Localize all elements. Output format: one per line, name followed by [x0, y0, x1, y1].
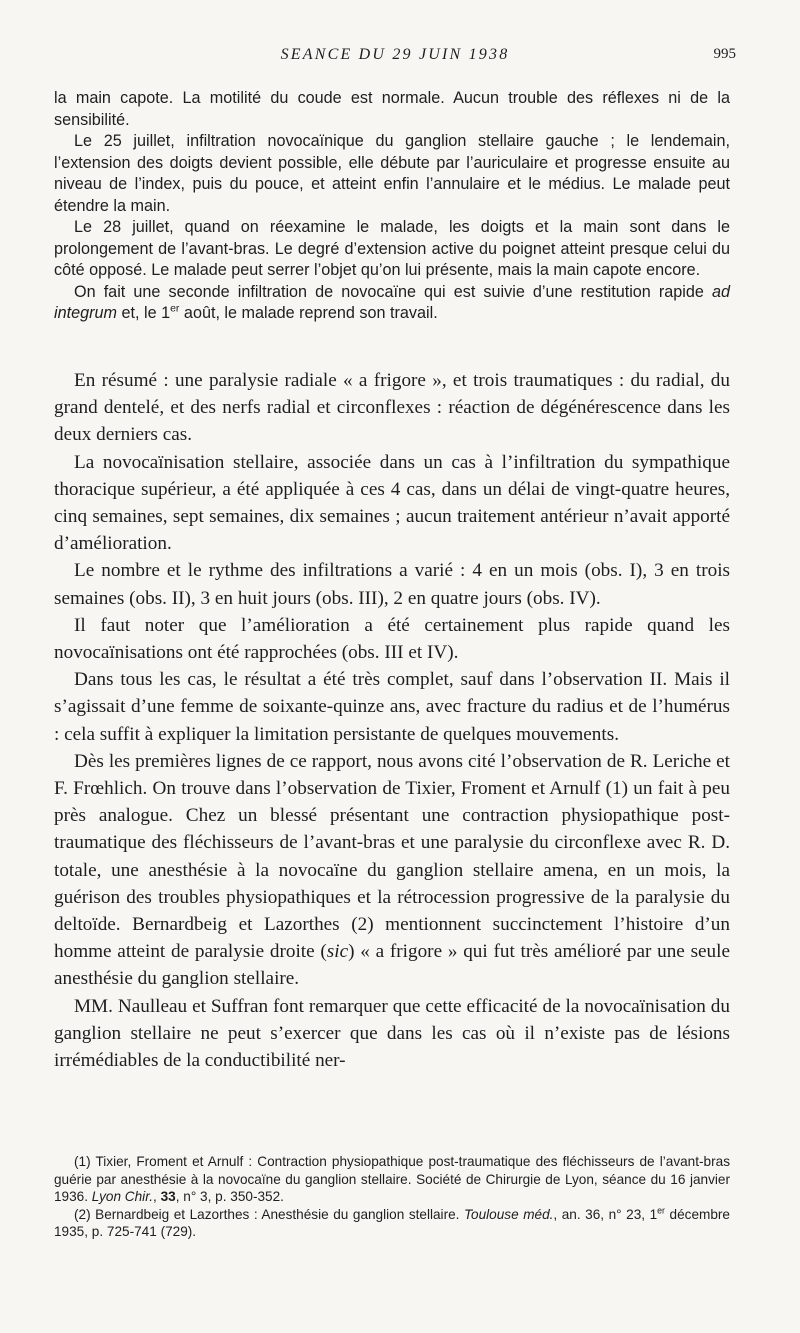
- paragraph: Dès les premières lignes de ce rapport, nous avons cité l’observation de R. Leriche et F. Frœhlich. On trouve dans l’observation de Tixier, Froment et Arnulf (1) un fait à peu près analogue. Chez un blessé présentant une contraction physiopathique post-traumatique des fléchisseurs de l’avant-bras et une paralysie du circonflexe avec R. D. totale, une anesthésie à la novocaïne du ganglion stellaire amena, en un mois, la guérison des troubles physiopathiques et la rétrocession progressive de la paralysie du deltoïde. Bernardbeig et Lazorthes (2) mentionnent succinctement l’histoire d’un homme atteint de paralysie droite (sic) « a frigore » qui fut très amélioré par une seule anesthésie du ganglion stellaire.: [54, 750, 730, 990]
- running-title: SEANCE DU 29 JUIN 1938: [280, 46, 510, 63]
- summary-section: [54, 367, 730, 1074]
- paragraph: On fait une seconde infiltration de novocaïne qui est suivie d’une restitution rapide ad integrum et, le 1er août, le malade reprend son travail.: [54, 282, 730, 322]
- paragraph: Il faut noter que l’amélioration a été certainement plus rapide quand les novocaïnisations ont été rapprochées (obs. III et IV).: [54, 614, 730, 664]
- paragraph: La novocaïnisation stellaire, associée dans un cas à l’infiltration du sympathique thoracique supérieur, a été appliquée à ces 4 cas, dans un délai de vingt-quatre heures, cinq semaines, sept semaines, dix semaines ; aucun traitement antérieur n’avait apporté d’amélioration.: [54, 451, 730, 555]
- paragraph: En résumé : une paralysie radiale « a frigore », et trois traumatiques : du radial, du grand dentelé, et des nerfs radial et circonflexes : réaction de dégénérescence dans les deux derniers cas.: [54, 370, 730, 446]
- page-number: 995: [713, 46, 736, 62]
- paragraph: la main capote. La motilité du coude est normale. Aucun trouble des réflexes ni de la sensibilité.: [54, 89, 730, 129]
- footnote: (1) Tixier, Froment et Arnulf : Contraction physiopathique post-traumatique des fléchisseurs de l’avant-bras guérie par anesthésie à la novocaïne du ganglion stellaire. Société de Chirurgie de Lyon, séance du 16 janvier 1936. Lyon Chir., 33, n° 3, p. 350-352.: [54, 1154, 730, 1205]
- observation-continuation: [54, 88, 730, 325]
- footnote: (2) Bernardbeig et Lazorthes : Anesthésie du ganglion stellaire. Toulouse méd., an. 36, n° 23, 1er décembre 1935, p. 725-741 (729).: [54, 1205, 730, 1240]
- paragraph: Le 25 juillet, infiltration novocaïnique du ganglion stellaire gauche ; le lendemain, l’extension des doigts devient possible, elle débute par l’auriculaire et progresse ensuite au niveau de l’index, puis du pouce, et atteint enfin l’annulaire et le médius. Le malade peut étendre la main.: [54, 132, 730, 215]
- page-header: [54, 46, 736, 70]
- paragraph: Le 28 juillet, quand on réexamine le malade, les doigts et la main sont dans le prolongement de l’avant-bras. Le degré d’extension active du poignet atteint presque celui du côté opposé. Le malade peut serrer l’objet qu’on lui présente, mais la main capote encore.: [54, 218, 730, 279]
- footnotes: [54, 1153, 730, 1241]
- paragraph: Dans tous les cas, le résultat a été très complet, sauf dans l’observation II. Mais il s’agissait d’une femme de soixante-quinze ans, avec fracture du radius et de l’humérus : cela suffit à expliquer la limitation persistante de quelques mouvements.: [54, 669, 730, 745]
- paragraph: MM. Naulleau et Suffran font remarquer que cette efficacité de la novocaïnisation du ganglion stellaire ne peut s’exercer que dans les cas où il n’existe pas de lésions irrémédiables de la conductibilité ner-: [54, 995, 730, 1072]
- paragraph: Le nombre et le rythme des infiltrations a varié : 4 en un mois (obs. I), 3 en trois semaines (obs. II), 3 en huit jours (obs. III), 2 en quatre jours (obs. IV).: [54, 560, 730, 609]
